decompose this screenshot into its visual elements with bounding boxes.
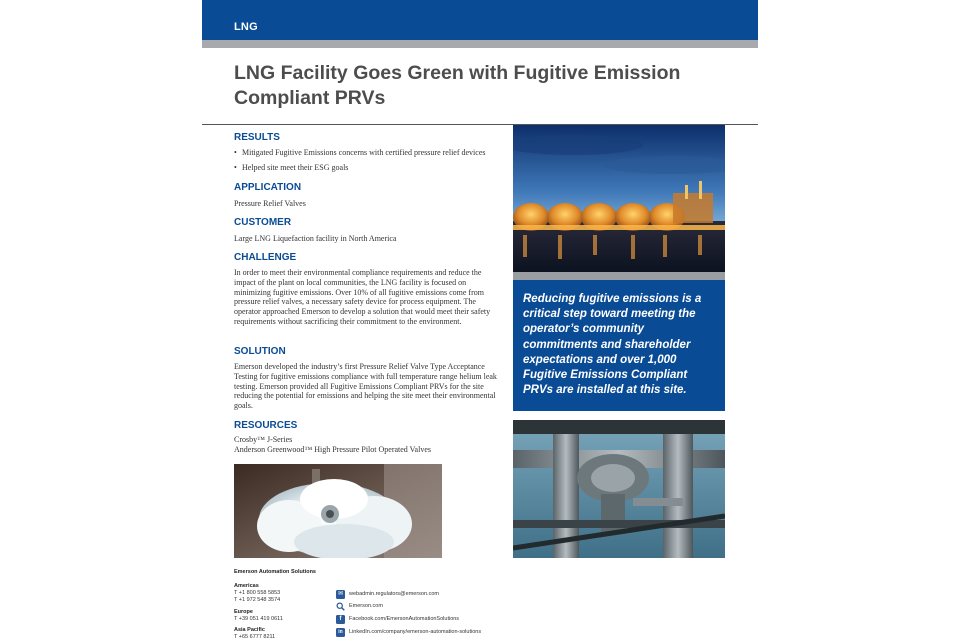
footer-contact-linkedin[interactable] — [336, 627, 481, 637]
contact-text: LinkedIn.com/company/emerson-automation-solutions — [349, 629, 482, 635]
contact-text: Facebook.com/EmersonAutomationSolutions — [349, 616, 460, 622]
pull-quote-box — [513, 280, 725, 411]
list-item: • Helped site meet their ESG goals — [234, 161, 502, 176]
valve-installation-photo — [513, 420, 725, 558]
page-title: LNG Facility Goes Green with Fugitive Emission Compliant PRVs — [234, 62, 681, 109]
challenge-text: In order to meet their environmental compliance requirements and reduce the impact of the plant on local communities, the LNG facility is focused on minimizing fugitive emissions. Over 10% of all fugitive emissions come from pressure relief valves, a necessary safety device for process equipment. The operator approached Emerson to develop a solution that would meet their safety requirements without sacrificing their commitment to the environment. — [234, 268, 491, 326]
helium-test-illustration — [234, 464, 442, 558]
lng-facility-photo — [513, 125, 725, 272]
linkedin-icon: in — [336, 628, 345, 637]
customer-text: Large LNG Liquefaction facility in North America — [234, 234, 397, 243]
results-list — [234, 146, 502, 175]
helium-test-photo — [234, 464, 442, 558]
facebook-icon: f — [336, 615, 345, 624]
list-item: • Mitigated Fugitive Emissions concerns with certified pressure relief devices — [234, 146, 502, 161]
footer-contact-email[interactable] — [336, 589, 439, 599]
footer-contact-facebook[interactable] — [336, 614, 459, 624]
footer-region-name: Europe — [234, 609, 253, 615]
banner-stripe — [202, 40, 758, 48]
resource-item: Anderson Greenwood™ High Pressure Pilot Operated Valves — [234, 445, 431, 454]
contact-text: Emerson.com — [349, 603, 383, 609]
footer-phone: T +65 6777 8211 — [234, 634, 276, 640]
solution-text: Emerson developed the industry’s first Pressure Relief Valve Type Acceptance Testing for fugitive emissions compliance with full temperature range helium leak testing. Emerson provided all Fugitive Emissions Compliant PRVs for the site reducing the potential for emissions and helping the site meet their environmental goals. — [234, 362, 497, 411]
email-icon: ✉ — [337, 590, 344, 597]
footer-contact-web[interactable] — [336, 601, 383, 611]
resource-item: Crosby™ J-Series — [234, 435, 293, 444]
footer-region-name: Americas — [234, 583, 259, 589]
contact-text: webadmin.regulators@emerson.com — [349, 591, 439, 597]
customer-heading: CUSTOMER — [234, 217, 292, 228]
photo-divider — [513, 272, 725, 280]
application-text: Pressure Relief Valves — [234, 199, 306, 208]
lng-facility-illustration — [513, 125, 725, 272]
pull-quote: Reducing fugitive emissions is a critical step toward meeting the operator’s community commitments and shareholder expectations and over 1,000 Fugitive Emissions Compliant PRVs are installed at this site. — [523, 293, 702, 397]
valve-installation-illustration — [513, 420, 725, 558]
footer-region-name: Asia Pacific — [234, 627, 265, 633]
top-banner — [202, 0, 758, 40]
footer-phone: T +1 972 548 3574 — [234, 597, 281, 603]
application-heading: APPLICATION — [234, 182, 302, 193]
search-icon — [336, 602, 345, 611]
banner-label: LNG — [234, 21, 258, 33]
case-study-page — [202, 0, 758, 640]
footer-phone: T +1 800 558 5853 — [234, 590, 281, 596]
solution-heading: SOLUTION — [234, 346, 286, 357]
footer-phone: T +39 051 419 0611 — [234, 616, 283, 622]
resources-heading: RESOURCES — [234, 420, 298, 431]
challenge-heading: CHALLENGE — [234, 252, 297, 263]
footer-company: Emerson Automation Solutions — [234, 569, 316, 575]
results-heading: RESULTS — [234, 132, 280, 143]
